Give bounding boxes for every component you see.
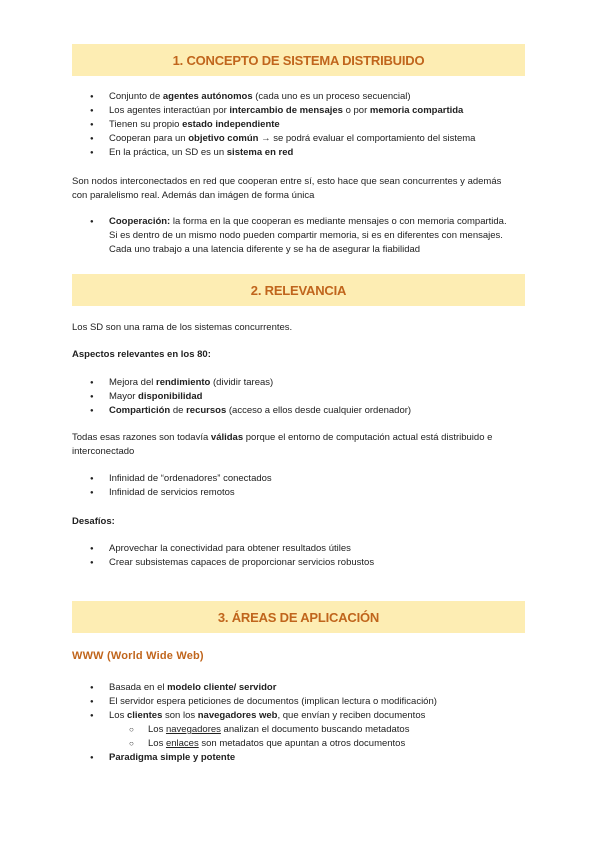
list-item: ● Los clientes son los navegadores web, que envían y reciben documentos (90, 709, 530, 723)
section-3-banner (72, 601, 525, 633)
section-1-bullet-list (90, 90, 530, 160)
bullet-icon (90, 751, 98, 766)
list-item: ● Paradigma simple y potente (90, 751, 530, 765)
bullet-icon (90, 542, 98, 557)
bullet-icon (90, 104, 98, 119)
list-item: ● Infinidad de servicios remotos (90, 486, 530, 500)
list-item: ● El servidor espera peticiones de documentos (implican lectura o modificación) (90, 695, 530, 709)
list-item: ● En la práctica, un SD es un sistema en red (90, 146, 530, 160)
section-1-paragraph: Son nodos interconectados en red que cooperan entre sí, esto hace que sean concurrentes y además con paralelismo real. Además dan imágen de forma única (72, 176, 502, 201)
www-sub-bullet-list (129, 723, 529, 751)
list-item: ● Mayor disponibilidad (90, 390, 530, 404)
cooperation-bullet (90, 215, 530, 257)
bullet-icon (90, 146, 98, 161)
list-item: ● Compartición de recursos (acceso a ellos desde cualquier ordenador) (90, 404, 530, 418)
bullet-icon (90, 486, 98, 501)
aspects-label: Aspectos relevantes en los 80: (72, 349, 211, 360)
list-item: ● Basada en el modelo cliente/ servidor (90, 681, 530, 695)
challenges-list (90, 542, 530, 570)
bullet-icon (90, 472, 98, 487)
list-item: ○ Los enlaces son metadatos que apuntan a otros documentos (129, 737, 529, 751)
bullet-icon (90, 90, 98, 105)
bullet-icon (90, 390, 98, 405)
infinity-list (90, 472, 530, 500)
bullet-icon (90, 404, 98, 419)
list-item: ○ Los navegadores analizan el documento buscando metadatos (129, 723, 529, 737)
www-last-bullet (90, 751, 530, 765)
section-2-intro: Los SD son una rama de los sistemas concurrentes. (72, 322, 293, 333)
www-bullet-list (90, 681, 530, 723)
hollow-bullet-icon (129, 723, 137, 737)
list-item: ● Aprovechar la conectividad para obtener resultados útiles (90, 542, 530, 556)
list-item: ● Mejora del rendimiento (dividir tareas) (90, 376, 530, 390)
bullet-icon (90, 118, 98, 133)
list-item: ● Conjunto de agentes autónomos (cada uno es un proceso secuencial) (90, 90, 530, 104)
section-1-title: 1. CONCEPTO DE SISTEMA DISTRIBUIDO (172, 52, 425, 68)
reasons-paragraph: Todas esas razones son todavía válidas porque el entorno de computación actual está distribuido e interconectado (72, 432, 493, 457)
list-item: ● Cooperan para un objetivo común → se podrá evaluar el comportamiento del sistema (90, 132, 530, 146)
challenges-label: Desafíos: (72, 516, 115, 527)
aspects-list (90, 376, 530, 418)
bullet-icon (90, 695, 98, 710)
section-3-title: 3. ÁREAS DE APLICACIÓN (217, 609, 380, 625)
bullet-icon (90, 681, 98, 696)
www-heading: WWW (World Wide Web) (72, 650, 204, 662)
bullet-icon (90, 215, 98, 230)
bullet-icon (90, 556, 98, 571)
list-item: ● Crear subsistemas capaces de proporcionar servicios robustos (90, 556, 530, 570)
list-item: ● Infinidad de “ordenadores” conectados (90, 472, 530, 486)
bullet-icon (90, 709, 98, 724)
list-item: ● Cooperación: la forma en la que cooperan es mediante mensajes o con memoria compartida. Si es dentro de un mismo nodo pueden compartir memoria, si es en diferentes con mensajes. Cada uno trabajo a una latencia diferente y se ha de asegurar la fiabilidad (90, 215, 530, 257)
list-item: ● Tienen su propio estado independiente (90, 118, 530, 132)
hollow-bullet-icon (129, 737, 137, 751)
list-item: ● Los agentes interactúan por intercambio de mensajes o por memoria compartida (90, 104, 530, 118)
bullet-icon (90, 132, 98, 147)
bullet-icon (90, 376, 98, 391)
section-1-banner (72, 44, 525, 76)
section-2-title: 2. RELEVANCIA (250, 282, 347, 298)
section-2-banner (72, 274, 525, 306)
